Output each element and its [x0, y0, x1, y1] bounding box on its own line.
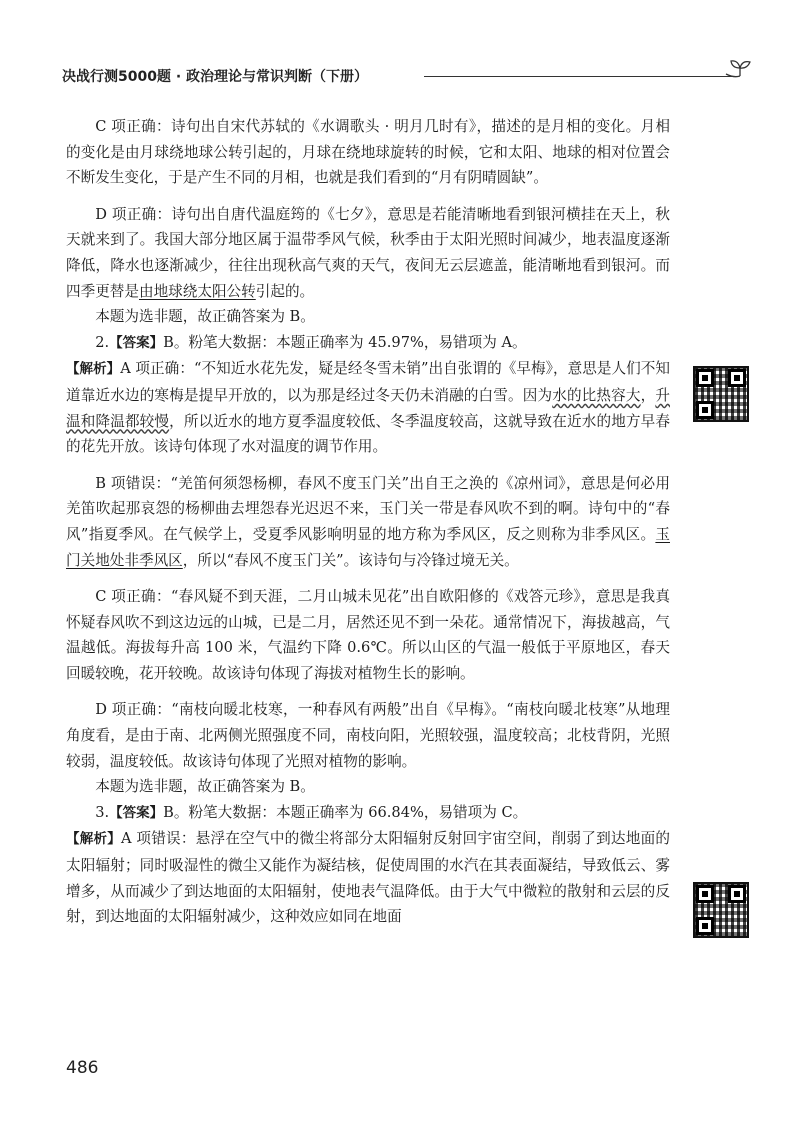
answer-tag: 【答案】: [109, 334, 164, 351]
paragraph-q2-conclusion: 本题为选非题，故正确答案为 B。: [95, 778, 315, 796]
answer-q2: 2.【答案】B。粉笔大数据：本题正确率为 45.97%，易错项为 A。: [95, 333, 527, 351]
paragraph-q1-c: C 项正确：诗句出自宋代苏轼的《水调歌头 · 明月几时有》，描述的是月相的变化。月相的变化是由月球绕地球公转引起的，月球在绕地球旋转的时候，它和太阳、地球的相对位置会不断发生变化，于是产生不同的月相，也就是我们看到的“月有阴晴圆缺”。: [66, 118, 670, 187]
explanation-q3-a: 【解析】A 项错误：悬浮在空气中的微尘将部分太阳辐射反射回宇宙空间，削弱了到达地面的太阳辐射；同时吸湿性的微尘又能作为凝结核，促使周围的水汽在其表面凝结，导致低云、雾增多，从而减少了到达地面的太阳辐射，使地表气温降低。由于大气中微粒的散射和云层的反射，到达地面的太阳辐射减少，这种效应如同在地面: [66, 830, 671, 926]
paragraph-q1-d: D 项正确：诗句出自唐代温庭筠的《七夕》，意思是若能清晰地看到银河横挂在天上，秋天就来到了。我国大部分地区属于温带季风气候，秋季由于太阳光照时间减少，地表温度逐渐降低，降水也逐渐减少，往往出现秋高气爽的天气，夜间无云层遮盖，能清晰地看到银河。而四季更替是由地球绕太阳公转引起的。: [66, 205, 670, 300]
wavy-phrase: 升温和降温都较慢: [66, 386, 670, 430]
explanation-q2-c: C 项正确：“春风疑不到天涯，二月山城未见花”出自欧阳修的《戏答元珍》，意思是我真怀疑春风吹不到这边远的山城，已是二月，居然还见不到一朵花。通常情况下，海拔越高，气温越低。海拔每升高 100 米，气温约下降 0.6℃。所以山区的气温一般低于平原地区，春天回暖较晚，花开较晚。故该诗句体现了海拔对植物生长的影响。: [66, 588, 670, 682]
running-header: [62, 62, 752, 92]
page-body: [66, 114, 670, 930]
answer-tag: 【答案】: [109, 804, 164, 821]
sprout-icon: [724, 56, 756, 88]
explanation-q2-d: D 项正确：“南枝向暖北枝寒，一种春风有两般”出自《早梅》。“南枝向暖北枝寒”从地理角度看，是由于南、北两侧光照强度不同，南枝向阳，光照较强，温度较高；北枝背阴，光照较弱，温度较低。故该诗句体现了光照对植物的影响。: [66, 701, 670, 770]
page-number: 486: [66, 1058, 99, 1078]
explanation-q2-a: 【解析】A 项正确：“不知近水花先发，疑是经冬雪未销”出自张谓的《早梅》，意思是人们不知道靠近水边的寒梅是提早开放的，以为那是经过冬天仍未消融的白雪。因为水的比热容大，升温和降温都较慢，所以近水的地方夏季温度较低、冬季温度较高，这就导致在近水的地方早春的花先开放。该诗句体现了水对温度的调节作用。: [66, 360, 671, 456]
header-rule: [424, 76, 734, 77]
wavy-phrase: 水的比热容大: [552, 386, 641, 404]
qr-code-q2[interactable]: [693, 366, 749, 422]
book-title: 决战行测5000题 · 政治理论与常识判断（下册）: [62, 69, 369, 85]
paragraph-q1-conclusion: 本题为选非题，故正确答案为 B。: [95, 308, 315, 326]
underlined-phrase: 由地球绕太阳公转: [138, 282, 256, 300]
answer-q3: 3.【答案】B。粉笔大数据：本题正确率为 66.84%，易错项为 C。: [95, 803, 528, 821]
underlined-phrase: 玉门关地处非季风区: [66, 525, 670, 569]
explanation-q2-b: B 项错误：“羌笛何须怨杨柳，春风不度玉门关”出自王之涣的《凉州词》，意思是何必用羌笛吹起那哀怨的杨柳曲去埋怨春光迟迟不来，玉门关一带是春风吹不到的啊。诗句中的“春风”指夏季风。在气候学上，受夏季风影响明显的地方称为季风区，反之则称为非季风区。玉门关地处非季风区，所以“春风不度玉门关”。该诗句与冷锋过境无关。: [66, 474, 670, 569]
analysis-tag: 【解析】: [66, 831, 121, 848]
analysis-tag: 【解析】: [66, 361, 121, 378]
qr-code-q3[interactable]: [693, 882, 749, 938]
